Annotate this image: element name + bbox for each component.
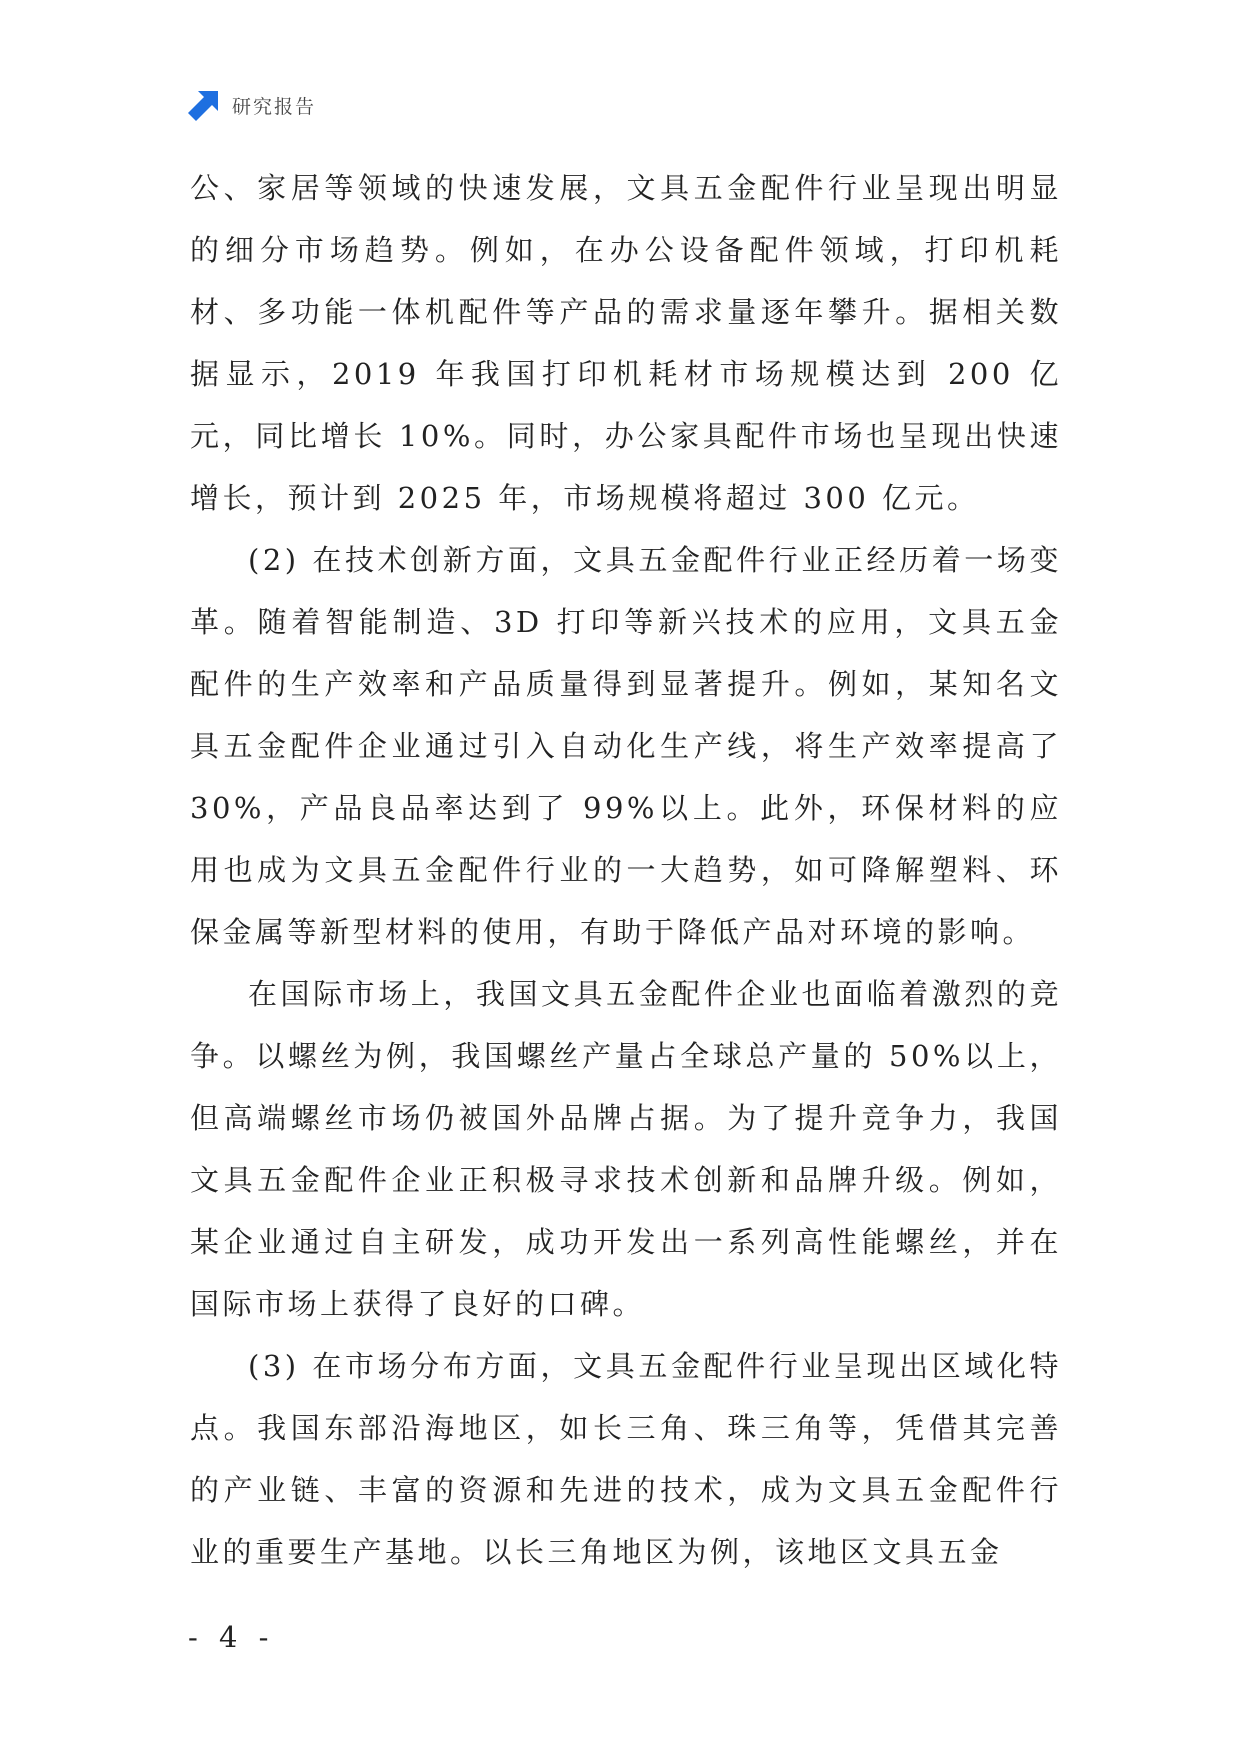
paragraph: (3) 在市场分布方面，文具五金配件行业呈现出区域化特点。我国东部沿海地区，如长三角、珠三角等，凭借其完善的产业链、丰富的资源和先进的技术，成为文具五金配件行业的重要生产基地。以长三角地区为例，该地区文具五金 (190, 1349, 1062, 1569)
header-title: 研究报告 (232, 95, 317, 118)
report-header (188, 88, 316, 122)
paragraph: 在国际市场上，我国文具五金配件企业也面临着激烈的竞争。以螺丝为例，我国螺丝产量占全球总产量的 50%以上，但高端螺丝市场仍被国外品牌占据。为了提升竞争力，我国文具五金配件企业正积极寻求技术创新和品牌升级。例如，某企业通过自主研发，成功开发出一系列高性能螺丝，并在国际市场上获得了良好的口碑。 (190, 977, 1062, 1321)
paragraph: (2) 在技术创新方面，文具五金配件行业正经历着一场变革。随着智能制造、3D 打印等新兴技术的应用，文具五金配件的生产效率和产品质量得到显著提升。例如，某知名文具五金配件企业通过引入自动化生产线，将生产效率提高了 30%，产品良品率达到了 99%以上。此外，环保材料的应用也成为文具五金配件行业的一大趋势，如可降解塑料、环保金属等新型材料的使用，有助于降低产品对环境的影响。 (190, 543, 1062, 949)
document-body (190, 157, 1062, 1583)
paragraph: 公、家居等领域的快速发展，文具五金配件行业呈现出明显的细分市场趋势。例如，在办公设备配件领域，打印机耗材、多功能一体机配件等产品的需求量逐年攀升。据相关数据显示，2019 年我国打印机耗材市场规模达到 200 亿元，同比增长 10%。同时，办公家具配件市场也呈现出快速增长，预计到 2025 年，市场规模将超过 300 亿元。 (190, 171, 1062, 515)
page-number: - 4 - (188, 1620, 275, 1654)
arrow-up-right-icon (188, 89, 220, 121)
